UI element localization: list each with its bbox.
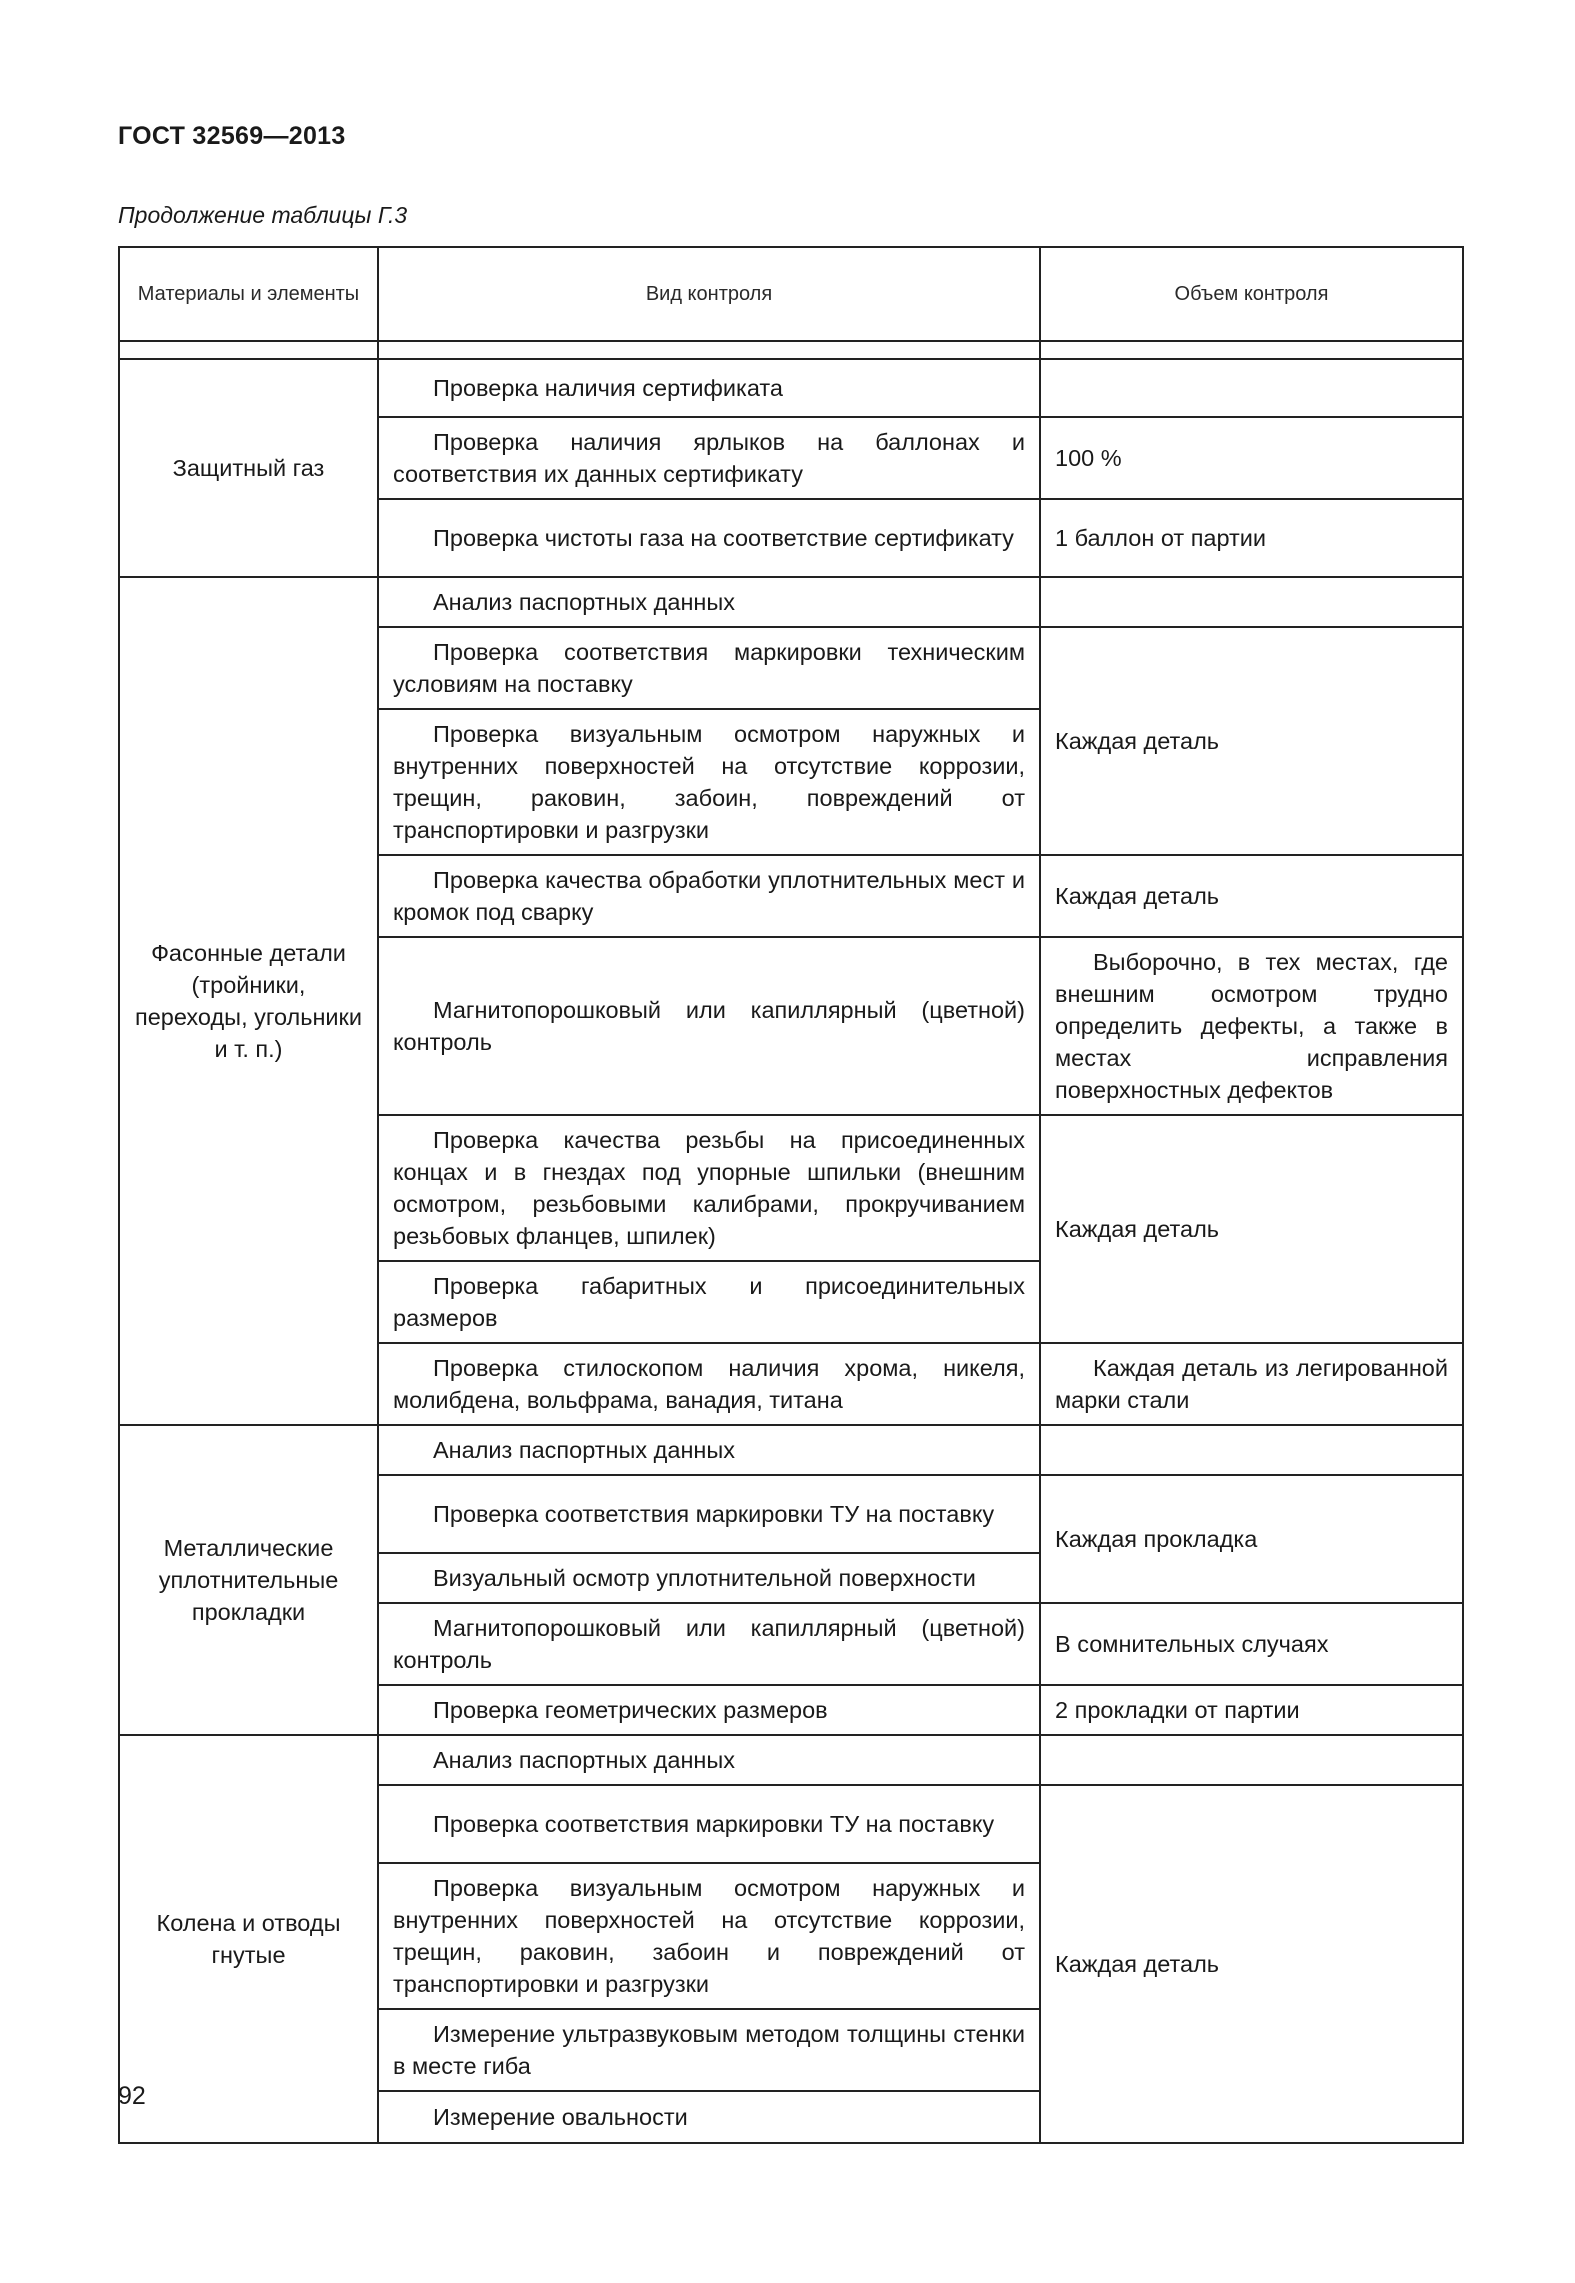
control-type-cell: Проверка качества обработки уплотнительных мест и кромок под сварку	[378, 855, 1040, 937]
control-volume-cell: 2 прокладки от партии	[1040, 1685, 1463, 1735]
control-type-cell: Проверка визуальным осмотром наружных и внутренних поверхностей на отсутствие коррозии, трещин, раковин, забоин и повреждений от транспортировки и разгрузки	[378, 1863, 1040, 2009]
control-type-cell: Анализ паспортных данных	[378, 1425, 1040, 1475]
control-type-cell: Магнитопорошковый или капиллярный (цветной) контроль	[378, 1603, 1040, 1685]
control-volume-cell: Каждая деталь	[1040, 1785, 1463, 2143]
material-cell: Металлические уплотнительные прокладки	[119, 1425, 378, 1735]
control-volume-cell	[1040, 359, 1463, 417]
control-volume-cell: Каждая прокладка	[1040, 1475, 1463, 1603]
header-control-type: Вид контроля	[378, 247, 1040, 341]
table-caption: Продолжение таблицы Г.3	[118, 202, 408, 228]
page-number: 92	[118, 2082, 146, 2110]
table-row	[119, 1735, 1463, 1785]
control-volume-cell: 1 баллон от партии	[1040, 499, 1463, 577]
control-type-cell: Измерение овальности	[378, 2091, 1040, 2143]
control-type-cell: Проверка соответствия маркировки техническим условиям на поставку	[378, 627, 1040, 709]
control-type-cell: Проверка стилоскопом наличия хрома, никеля, молибдена, вольфрама, ванадия, титана	[378, 1343, 1040, 1425]
control-type-cell: Магнитопорошковый или капиллярный (цветной) контроль	[378, 937, 1040, 1115]
control-volume-cell	[1040, 577, 1463, 627]
control-type-cell: Проверка чистоты газа на соответствие сертификату	[378, 499, 1040, 577]
control-volume-cell: Каждая деталь	[1040, 1115, 1463, 1343]
control-volume-cell: Выборочно, в тех местах, где внешним осмотром трудно определить дефекты, а также в местах исправления поверхностных дефектов	[1040, 937, 1463, 1115]
header-control-volume: Объем контроля	[1040, 247, 1463, 341]
control-type-cell: Проверка соответствия маркировки ТУ на поставку	[378, 1785, 1040, 1863]
header-separator	[119, 341, 1463, 359]
control-volume-cell: Каждая деталь	[1040, 855, 1463, 937]
control-volume-cell	[1040, 1425, 1463, 1475]
control-type-cell: Проверка наличия ярлыков на баллонах и соответствия их данных сертификату	[378, 417, 1040, 499]
table-row	[119, 359, 1463, 417]
control-type-cell: Анализ паспортных данных	[378, 1735, 1040, 1785]
control-type-cell: Проверка визуальным осмотром наружных и внутренних поверхностей на отсутствие коррозии, трещин, раковин, забоин, повреждений от транспортировки и разгрузки	[378, 709, 1040, 855]
control-volume-cell: Каждая деталь из легированной марки стали	[1040, 1343, 1463, 1425]
control-table	[118, 246, 1464, 2144]
control-volume-cell: 100 %	[1040, 417, 1463, 499]
control-type-cell: Проверка наличия сертификата	[378, 359, 1040, 417]
control-type-cell: Проверка геометрических размеров	[378, 1685, 1040, 1735]
material-cell: Колена и отводы гнутые	[119, 1735, 378, 2143]
control-type-cell: Визуальный осмотр уплотнительной поверхности	[378, 1553, 1040, 1603]
control-volume-cell	[1040, 1735, 1463, 1785]
control-type-cell: Проверка соответствия маркировки ТУ на поставку	[378, 1475, 1040, 1553]
control-type-cell: Проверка габаритных и присоединительных размеров	[378, 1261, 1040, 1343]
control-type-cell: Проверка качества резьбы на присоединенных концах и в гнездах под упорные шпильки (внешним осмотром, резьбовыми калибрами, прокручиванием резьбовых фланцев, шпилек)	[378, 1115, 1040, 1261]
material-cell: Фасонные детали (тройники, переходы, угольники и т. п.)	[119, 577, 378, 1425]
table-header-row	[119, 247, 1463, 341]
control-type-cell: Измерение ультразвуковым методом толщины стенки в месте гиба	[378, 2009, 1040, 2091]
control-volume-cell: Каждая деталь	[1040, 627, 1463, 855]
material-cell: Защитный газ	[119, 359, 378, 577]
document-code: ГОСТ 32569—2013	[118, 122, 346, 150]
control-type-cell: Анализ паспортных данных	[378, 577, 1040, 627]
header-materials: Материалы и элементы	[119, 247, 378, 341]
control-volume-cell: В сомнительных случаях	[1040, 1603, 1463, 1685]
table-row	[119, 1425, 1463, 1475]
table-row	[119, 577, 1463, 627]
